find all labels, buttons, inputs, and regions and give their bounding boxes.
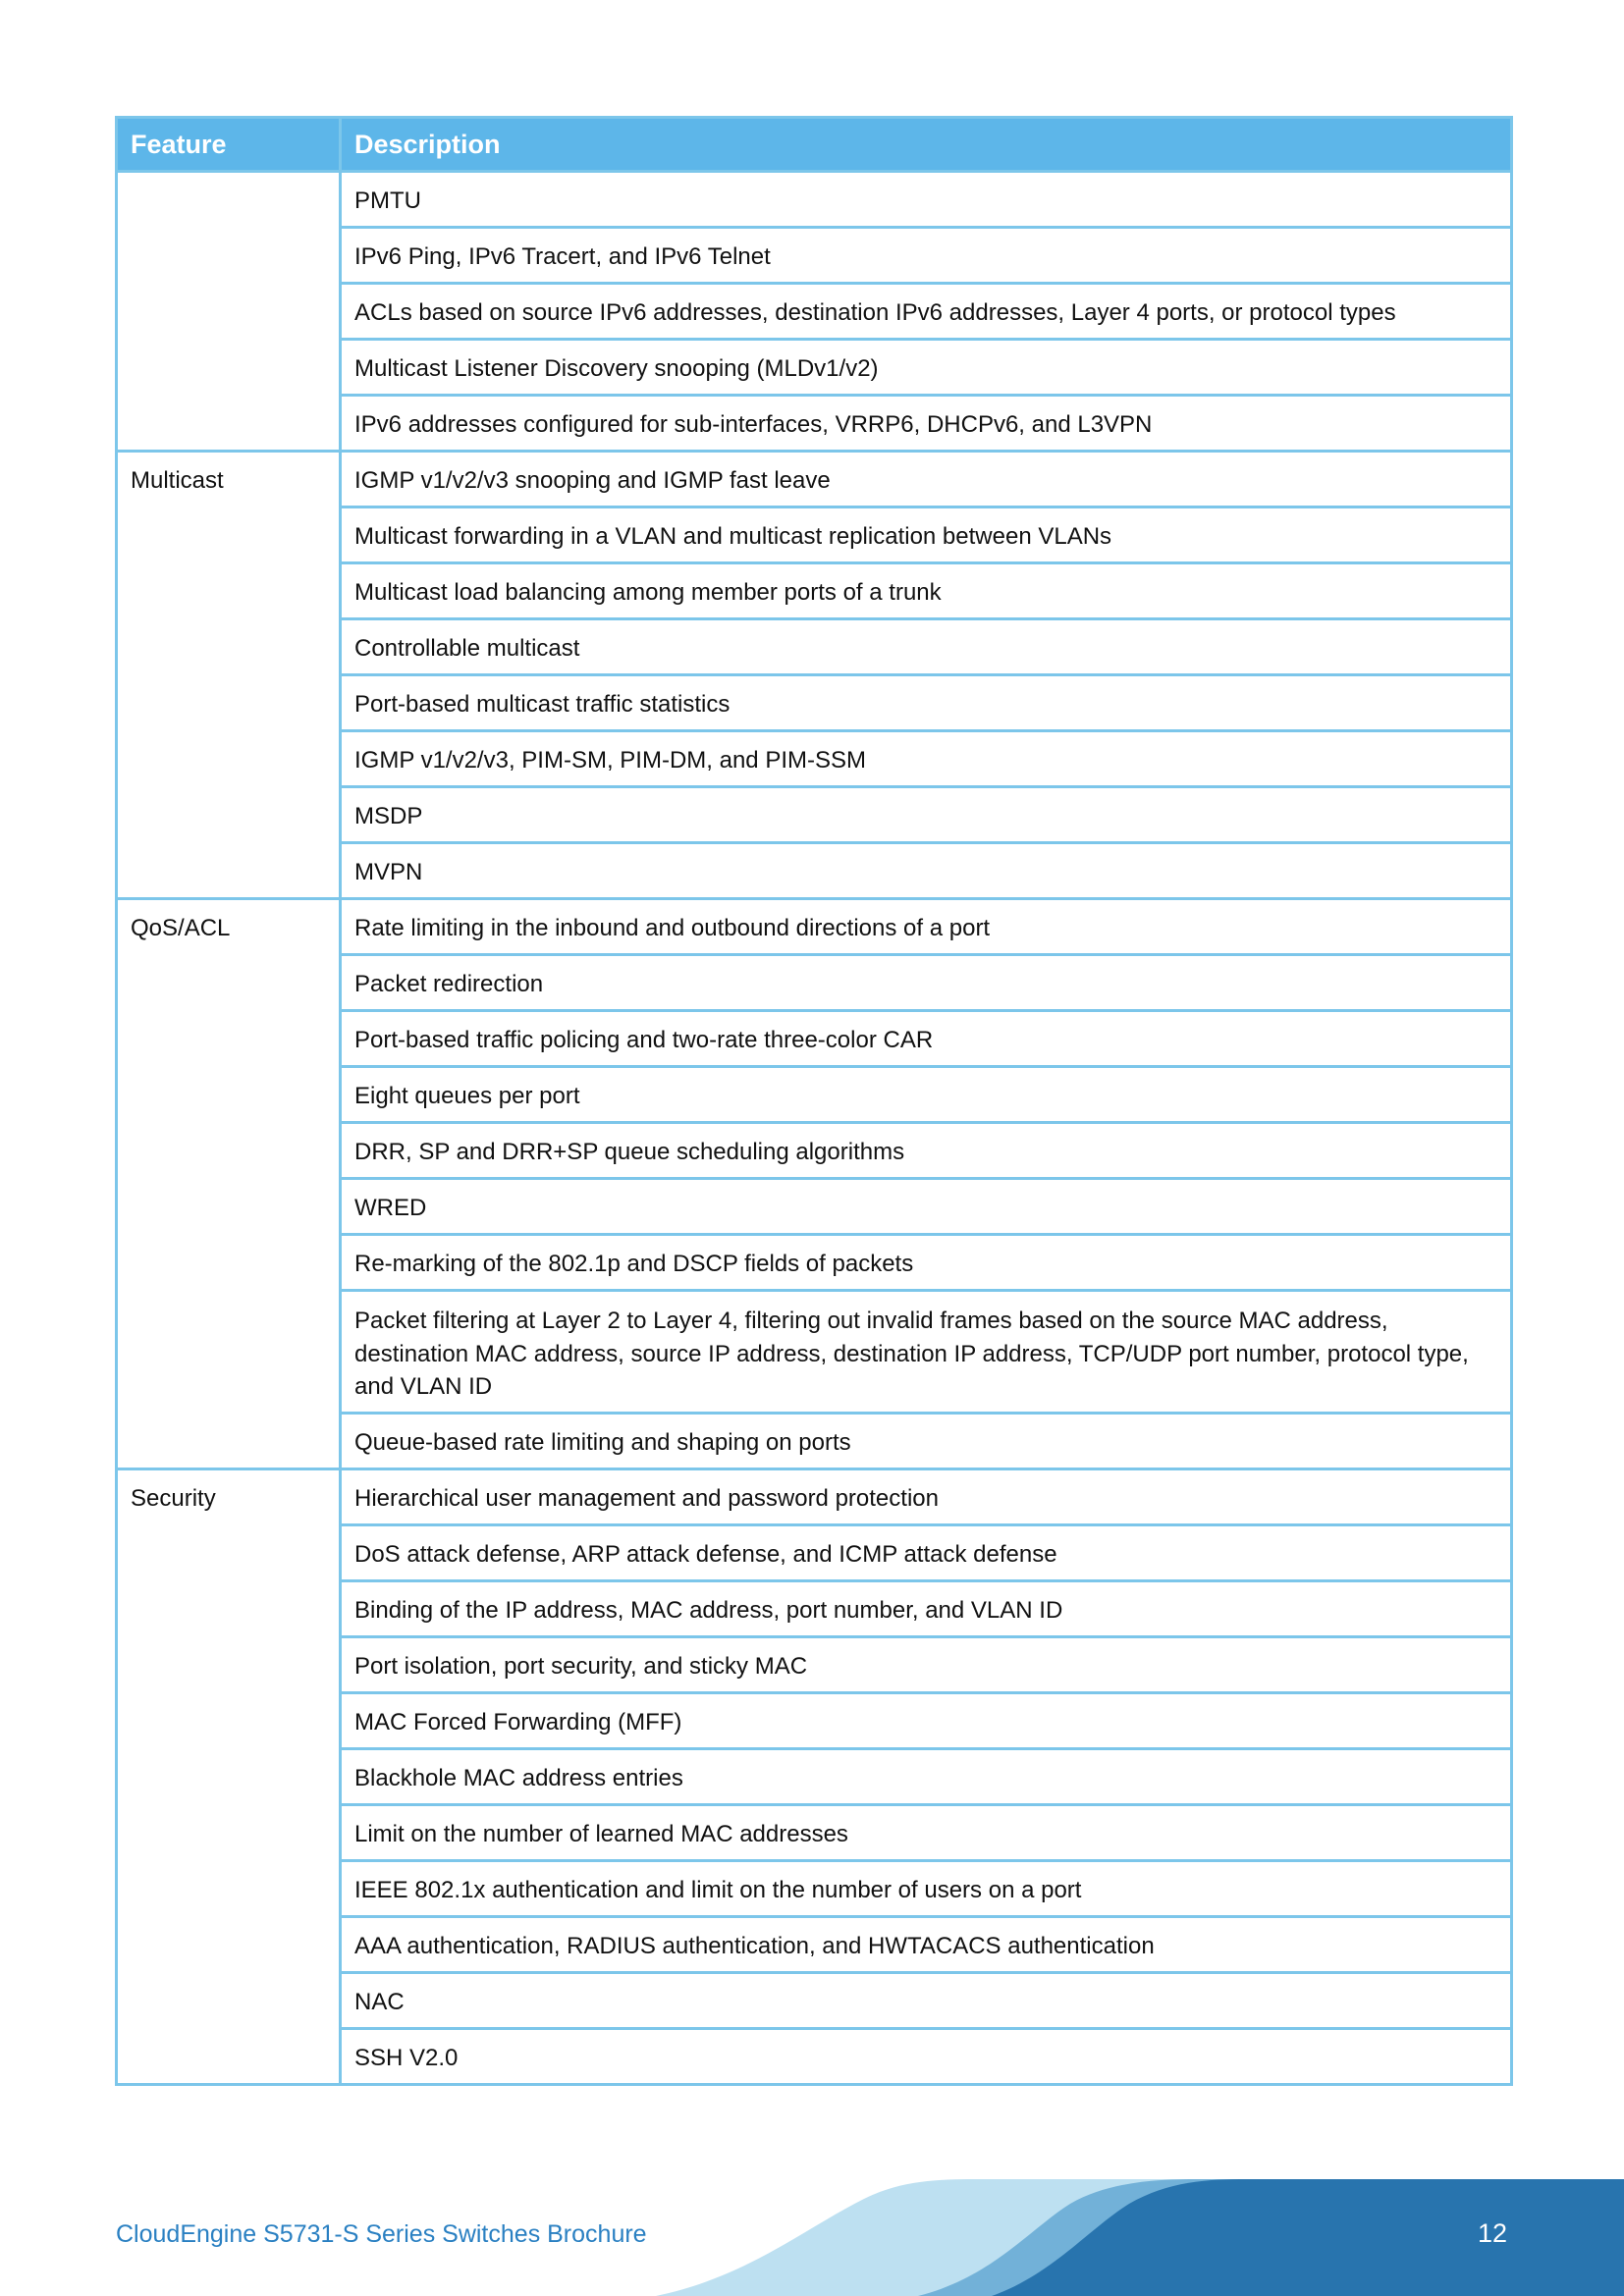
description-cell: IGMP v1/v2/v3, PIM-SM, PIM-DM, and PIM-SSM	[341, 731, 1512, 787]
description-cell: Port isolation, port security, and sticky MAC	[341, 1636, 1512, 1692]
feature-table	[115, 116, 1513, 2086]
description-cell: DRR, SP and DRR+SP queue scheduling algorithms	[341, 1123, 1512, 1179]
description-cell: SSH V2.0	[341, 2028, 1512, 2084]
description-cell: Hierarchical user management and password protection	[341, 1468, 1512, 1524]
feature-cell	[117, 172, 341, 452]
column-header-feature: Feature	[117, 118, 341, 172]
description-cell: PMTU	[341, 172, 1512, 228]
description-cell: Re-marking of the 802.1p and DSCP fields of packets	[341, 1235, 1512, 1291]
description-cell: Controllable multicast	[341, 619, 1512, 675]
description-cell: Multicast Listener Discovery snooping (MLDv1/v2)	[341, 340, 1512, 396]
table-row	[117, 452, 1512, 507]
table-row	[117, 172, 1512, 228]
description-cell: ACLs based on source IPv6 addresses, destination IPv6 addresses, Layer 4 ports, or protocol types	[341, 284, 1512, 340]
table-row	[117, 1468, 1512, 1524]
feature-cell-qos-acl: QoS/ACL	[117, 899, 341, 1469]
description-cell: Port-based traffic policing and two-rate three-color CAR	[341, 1011, 1512, 1067]
description-cell: NAC	[341, 1972, 1512, 2028]
description-cell: Multicast forwarding in a VLAN and multicast replication between VLANs	[341, 507, 1512, 563]
description-cell: Port-based multicast traffic statistics	[341, 675, 1512, 731]
description-cell: MSDP	[341, 787, 1512, 843]
description-cell: Queue-based rate limiting and shaping on ports	[341, 1413, 1512, 1468]
description-cell: IPv6 addresses configured for sub-interfaces, VRRP6, DHCPv6, and L3VPN	[341, 396, 1512, 452]
description-cell: MAC Forced Forwarding (MFF)	[341, 1692, 1512, 1748]
description-cell: Multicast load balancing among member ports of a trunk	[341, 563, 1512, 619]
document-title: CloudEngine S5731-S Series Switches Brochure	[116, 2220, 647, 2248]
description-cell: IPv6 Ping, IPv6 Tracert, and IPv6 Telnet	[341, 228, 1512, 284]
description-cell: Eight queues per port	[341, 1067, 1512, 1123]
description-cell: MVPN	[341, 843, 1512, 899]
page-number: 12	[1478, 2218, 1508, 2248]
description-cell: Binding of the IP address, MAC address, port number, and VLAN ID	[341, 1580, 1512, 1636]
description-cell: Packet filtering at Layer 2 to Layer 4, filtering out invalid frames based on the source MAC address, destination MAC address, source IP address, destination IP address, TCP/UDP port number, protocol type, and VLAN ID	[341, 1291, 1512, 1414]
description-cell: DoS attack defense, ARP attack defense, and ICMP attack defense	[341, 1524, 1512, 1580]
column-header-description: Description	[341, 118, 1512, 172]
page-footer	[0, 2169, 1624, 2296]
description-cell: IGMP v1/v2/v3 snooping and IGMP fast leave	[341, 452, 1512, 507]
description-cell: WRED	[341, 1179, 1512, 1235]
description-cell: Blackhole MAC address entries	[341, 1748, 1512, 1804]
description-cell: IEEE 802.1x authentication and limit on the number of users on a port	[341, 1860, 1512, 1916]
table-row	[117, 899, 1512, 955]
description-cell: Rate limiting in the inbound and outbound directions of a port	[341, 899, 1512, 955]
feature-cell-security: Security	[117, 1468, 341, 2084]
description-cell: AAA authentication, RADIUS authentication, and HWTACACS authentication	[341, 1916, 1512, 1972]
description-cell: Packet redirection	[341, 955, 1512, 1011]
description-cell: Limit on the number of learned MAC addresses	[341, 1804, 1512, 1860]
table-header-row	[117, 118, 1512, 172]
feature-cell-multicast: Multicast	[117, 452, 341, 899]
